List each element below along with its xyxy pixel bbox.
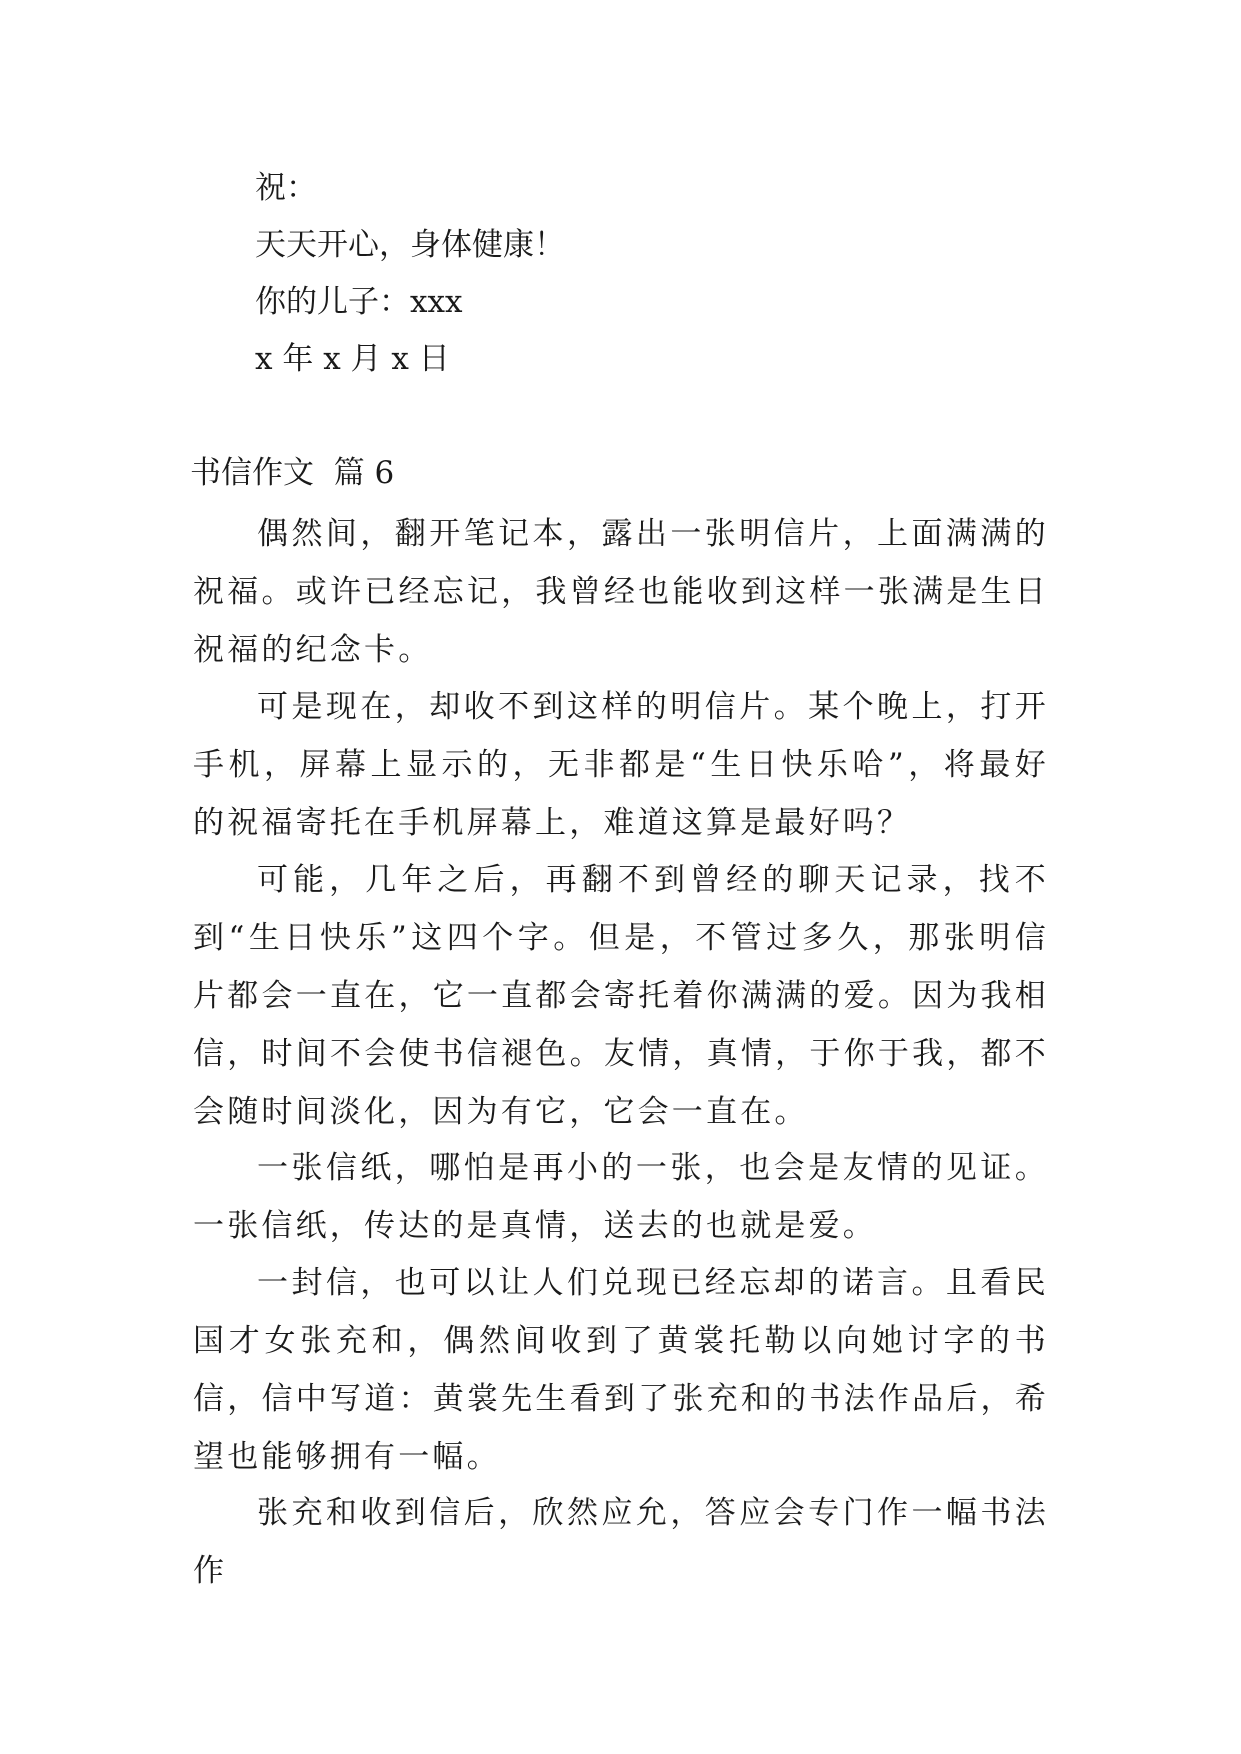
paragraph-4: 一张信纸，哪怕是再小的一张，也会是友情的见证。一张信纸，传达的是真情，送去的也就是爱。 [193,1150,1049,1244]
closing-date: x 年 x 月 x 日 [255,341,450,377]
closing-wish: 天天开心，身体健康！ [255,227,565,263]
section-heading: 书信作文 篇 6 [190,455,395,491]
paragraph-6: 张充和收到信后，欣然应允，答应会专门作一幅书法作 [193,1495,1049,1589]
paragraph-2: 可是现在，却收不到这样的明信片。某个晚上，打开手机，屏幕上显示的，无非都是“生日快乐哈”，将最好的祝福寄托在手机屏幕上，难道这算是最好吗？ [193,689,1049,841]
paragraph-1: 偶然间，翻开笔记本，露出一张明信片，上面满满的祝福。或许已经忘记，我曾经也能收到这样一张满是生日祝福的纪念卡。 [193,516,1049,668]
paragraph-5: 一封信，也可以让人们兑现已经忘却的诺言。且看民国才女张充和，偶然间收到了黄裳托勒以向她讨字的书信，信中写道：黄裳先生看到了张充和的书法作品后，希望也能够拥有一幅。 [193,1265,1049,1475]
closing-zhu: 祝： [255,170,317,206]
closing-signature: 你的儿子：xxx [255,284,463,320]
paragraph-3: 可能，几年之后，再翻不到曾经的聊天记录，找不到“生日快乐”这四个字。但是，不管过多久，那张明信片都会一直在，它一直都会寄托着你满满的爱。因为我相信，时间不会使书信褪色。友情，真情，于你于我，都不会随时间淡化，因为有它，它会一直在。 [193,862,1049,1130]
